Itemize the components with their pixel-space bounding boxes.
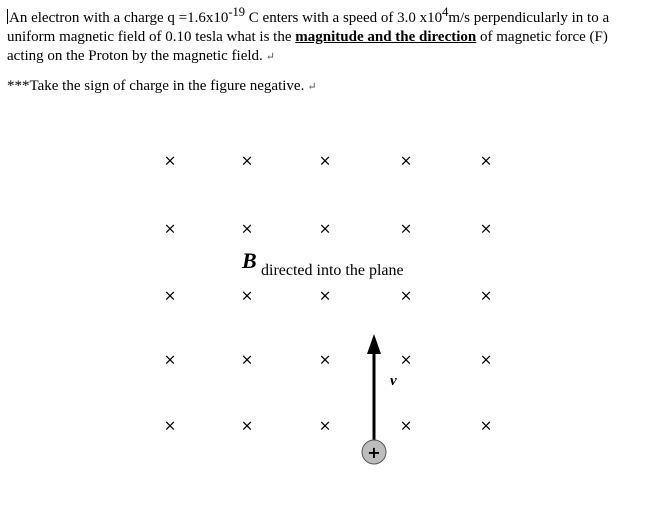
field-cross: × bbox=[479, 286, 493, 305]
field-cross: × bbox=[163, 350, 177, 369]
field-cross: × bbox=[240, 350, 254, 369]
charge-sign: + bbox=[367, 443, 381, 462]
field-cross: × bbox=[399, 350, 413, 369]
field-cross: × bbox=[318, 219, 332, 238]
paragraph-mark: ↵ bbox=[265, 51, 275, 63]
field-cross: × bbox=[163, 219, 177, 238]
field-cross: × bbox=[163, 286, 177, 305]
field-cross: × bbox=[240, 219, 254, 238]
field-cross: × bbox=[399, 219, 413, 238]
velocity-label: v bbox=[390, 373, 397, 389]
field-cross: × bbox=[479, 151, 493, 170]
field-cross: × bbox=[318, 416, 332, 435]
field-cross: × bbox=[479, 416, 493, 435]
field-label-b: B bbox=[242, 248, 257, 273]
field-cross: × bbox=[318, 151, 332, 170]
field-cross: × bbox=[399, 416, 413, 435]
note-text: ***Take the sign of charge in the figure negative. ↵ bbox=[7, 78, 317, 94]
question-text: An electron with a charge $q =1.6x10^{-19}$ C enters with a speed of 3.0 $x10^4m/s$ perpendicularly in to a uniform magnetic field of 0.10 tesla what is the magnitude and the direction of magnetic force (F) acting on the Proton by the magnetic field. ↵ bbox=[7, 5, 610, 64]
field-cross: × bbox=[240, 416, 254, 435]
field-cross: × bbox=[240, 151, 254, 170]
field-cross: × bbox=[399, 286, 413, 305]
field-cross: × bbox=[318, 286, 332, 305]
field-cross: × bbox=[399, 151, 413, 170]
field-cross: × bbox=[163, 151, 177, 170]
field-description: directed into the plane bbox=[261, 262, 404, 279]
velocity-arrowhead bbox=[367, 334, 381, 354]
emphasis-text: magnitude and the direction bbox=[295, 29, 477, 45]
paragraph-mark: ↵ bbox=[307, 81, 317, 93]
field-cross: × bbox=[479, 350, 493, 369]
field-cross: × bbox=[479, 219, 493, 238]
field-cross: × bbox=[318, 350, 332, 369]
field-cross: × bbox=[240, 286, 254, 305]
field-cross: × bbox=[163, 416, 177, 435]
